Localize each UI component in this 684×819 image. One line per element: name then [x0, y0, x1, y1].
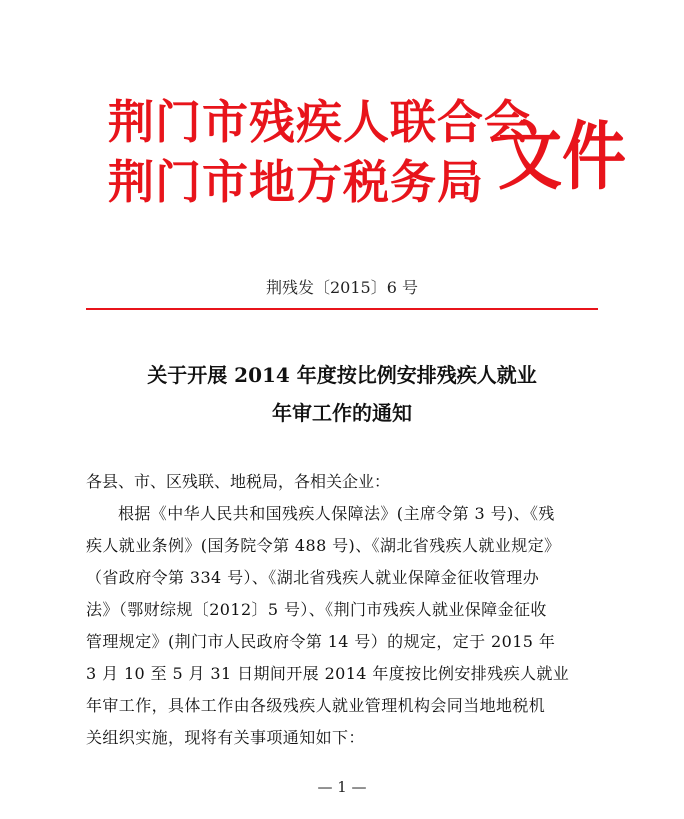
notice-title-line-2: 年审工作的通知	[272, 401, 412, 425]
paragraph-line: 年审工作，具体工作由各级残疾人就业管理机构会同当地地税机	[86, 696, 546, 715]
issuer-line-tax-bureau: 荆门市地方税务局	[108, 155, 484, 209]
page-number: — 1 —	[317, 778, 367, 796]
paragraph-line: 根据《中华人民共和国残疾人保障法》(主席令第 3 号)、《残	[118, 504, 555, 523]
main-paragraph	[86, 498, 598, 754]
paragraph-line: 关组织实施，现将有关事项通知如下：	[86, 728, 365, 747]
paragraph-line: 管理规定》(荆门市人民政府令第 14 号）的规定，定于 2015 年	[86, 632, 556, 651]
document-number: 荆残发〔2015〕6 号	[266, 278, 418, 297]
notice-title-line-1: 关于开展 2014 年度按比例安排残疾人就业	[147, 363, 537, 387]
notice-body	[86, 466, 598, 754]
paragraph-line: （省政府令第 334 号）、《湖北省残疾人就业保障金征收管理办	[86, 568, 540, 587]
paragraph-line: 3 月 10 至 5 月 31 日期间开展 2014 年度按比例安排残疾人就业	[86, 664, 570, 683]
paragraph-line: 疾人就业条例》(国务院令第 488 号)、《湖北省残疾人就业规定》	[86, 536, 561, 555]
red-divider-line	[86, 308, 598, 310]
issuer-line-disabled-federation: 荆门市残疾人联合会	[108, 95, 531, 149]
notice-title	[0, 356, 684, 432]
paragraph-line: 法》（鄂财综规〔2012〕5 号）、《荆门市残疾人就业保障金征收	[86, 600, 547, 619]
salutation: 各县、市、区残联、地税局，各相关企业：	[86, 472, 391, 491]
issuer-names	[108, 92, 531, 212]
doc-type-label: 文件	[498, 114, 626, 201]
